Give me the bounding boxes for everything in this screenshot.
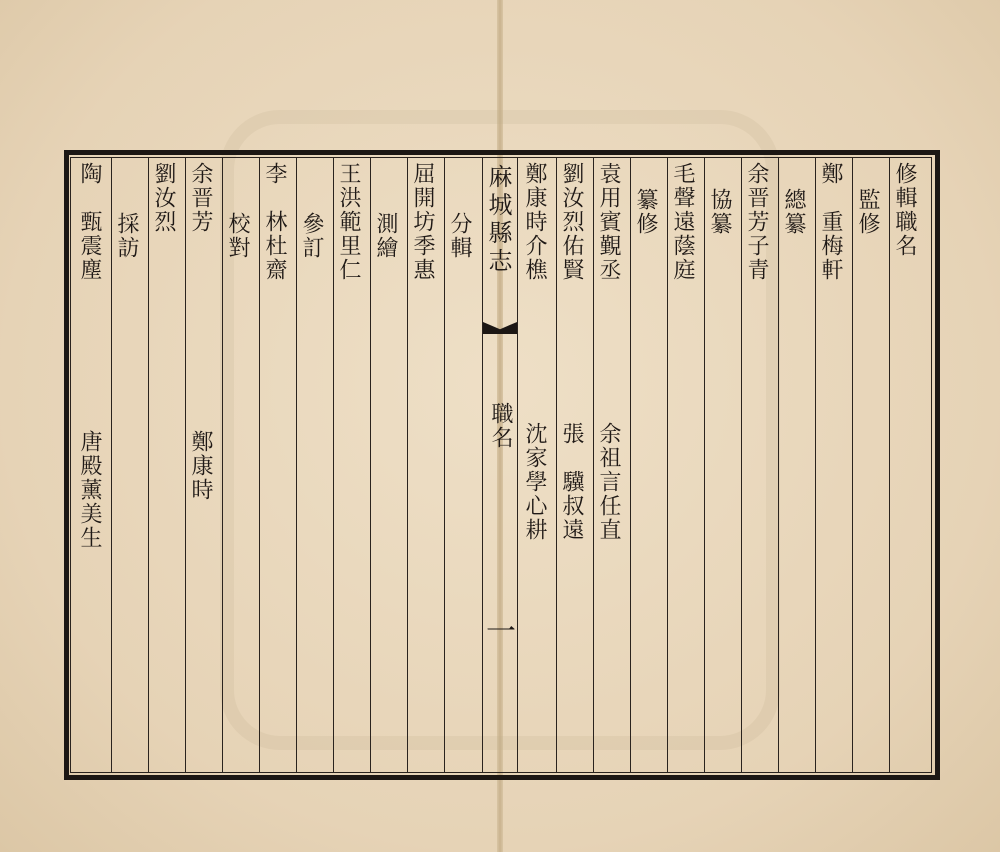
- role-chief-compiler: 總纂: [781, 188, 806, 236]
- person-entry: 屈開坊季惠: [410, 162, 435, 282]
- person-entry: 鄭 重梅軒: [818, 162, 843, 282]
- role-surveyor: 測繪: [373, 212, 398, 260]
- role-compiler: 纂修: [633, 188, 658, 236]
- person-entry: 張 驥叔遠: [559, 422, 584, 542]
- column-rule: [815, 157, 816, 773]
- person-entry: 鄭康時: [188, 430, 213, 502]
- person-entry: 毛聲遠蔭庭: [670, 162, 695, 282]
- column-rule: [889, 157, 890, 773]
- column-rule: [148, 157, 149, 773]
- role-proofreader: 校對: [225, 212, 250, 260]
- column-rule: [407, 157, 408, 773]
- column-rule: [852, 157, 853, 773]
- column-rule: [296, 157, 297, 773]
- person-entry: 劉汝烈佑賢: [559, 162, 584, 282]
- column-rule: [741, 157, 742, 773]
- role-reviewer: 參訂: [299, 212, 324, 260]
- person-entry: 王洪範里仁: [336, 162, 361, 282]
- column-rule: [222, 157, 223, 773]
- role-supervisor: 監修: [855, 188, 880, 236]
- person-entry: 袁用賓覲丞: [596, 162, 621, 282]
- person-entry: 余晋芳子青: [744, 162, 769, 282]
- person-entry: 鄭康時介樵: [522, 162, 547, 282]
- person-entry: 李 林杜齋: [262, 162, 287, 282]
- person-entry: 余祖言任直: [596, 422, 621, 542]
- person-entry: 唐殿薰美生: [77, 430, 102, 550]
- person-entry: 沈家學心耕: [522, 422, 547, 542]
- column-rule: [778, 157, 779, 773]
- person-entry: 余晋芳: [188, 162, 213, 234]
- column-rule: [704, 157, 705, 773]
- column-rule: [667, 157, 668, 773]
- column-rule: [259, 157, 260, 773]
- person-entry: 陶 甄震塵: [77, 162, 102, 282]
- book-title: 麻城縣志: [484, 164, 512, 276]
- column-rule: [630, 157, 631, 773]
- column-rule: [370, 157, 371, 773]
- column-rule: [333, 157, 334, 773]
- column-rule: [111, 157, 112, 773]
- role-investigator: 採訪: [114, 212, 139, 260]
- column-rule: [593, 157, 594, 773]
- role-co-compiler: 協纂: [707, 188, 732, 236]
- column-rule: [556, 157, 557, 773]
- column-rule: [444, 157, 445, 773]
- role-sub-editor: 分輯: [447, 212, 472, 260]
- chapter-title: 職名: [488, 402, 513, 450]
- person-entry: 劉汝烈: [151, 162, 176, 234]
- heading-staff-list: 修輯職名: [892, 162, 917, 258]
- column-rule: [185, 157, 186, 773]
- page-number: 一: [480, 615, 515, 649]
